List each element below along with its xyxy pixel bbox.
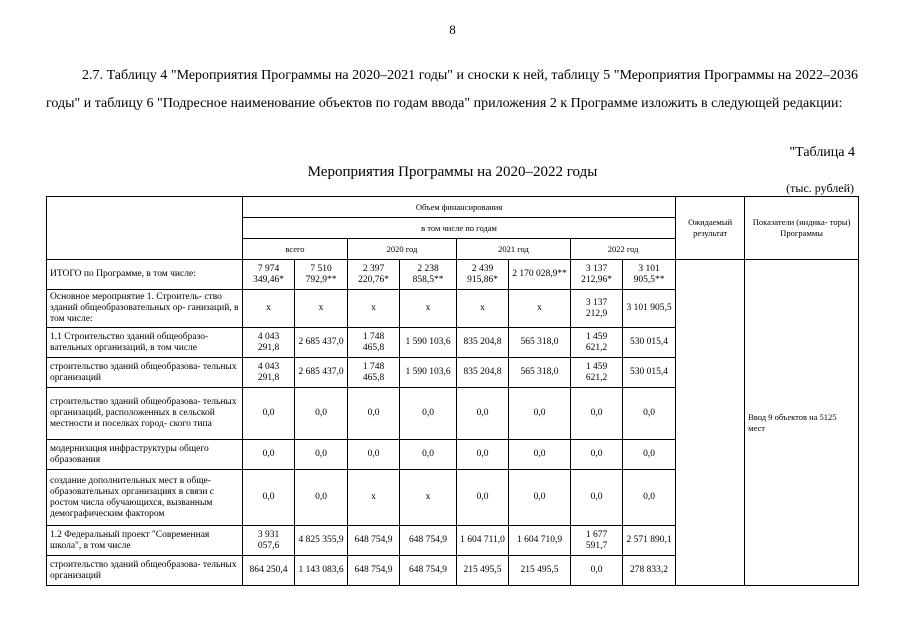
cell-value: 835 204,8 — [457, 358, 509, 388]
cell-value: 0,0 — [295, 388, 348, 440]
cell-value: 4 043 291,8 — [243, 328, 295, 358]
cell-value: х — [400, 290, 457, 328]
row-label: Основное мероприятие 1. Строитель- ство зданий общеобразовательных ор- ганизаций, в том числе: — [47, 290, 243, 328]
table-row — [47, 260, 859, 290]
cell-value: 2 685 437,0 — [295, 328, 348, 358]
header-blank-cell — [47, 197, 243, 260]
expected-result-cell — [676, 260, 745, 586]
cell-value: 0,0 — [457, 388, 509, 440]
cell-value: 1 677 591,7 — [571, 526, 623, 556]
cell-value: 7 974 349,46* — [243, 260, 295, 290]
cell-value: 0,0 — [509, 440, 571, 470]
header-total: всего — [243, 239, 348, 260]
cell-value: 3 101 905,5** — [623, 260, 676, 290]
header-indicators: Показатели (индика- торы) Программы — [745, 197, 859, 260]
cell-value: х — [243, 290, 295, 328]
cell-value: х — [348, 290, 400, 328]
cell-value: х — [400, 470, 457, 526]
header-financing: Объем финансирования — [243, 197, 676, 218]
cell-value: 0,0 — [400, 440, 457, 470]
cell-value: 530 015,4 — [623, 328, 676, 358]
cell-value: 3 101 905,5 — [623, 290, 676, 328]
cell-value: 3 137 212,96* — [571, 260, 623, 290]
row-label: ИТОГО по Программе, в том числе: — [47, 260, 243, 290]
cell-value: 648 754,9 — [348, 526, 400, 556]
indicator-cell: Ввод 9 объектов на 5125 мест — [745, 260, 859, 586]
header-including-years: в том числе по годам — [243, 218, 676, 239]
cell-value: 835 204,8 — [457, 328, 509, 358]
cell-value: 2 685 437,0 — [295, 358, 348, 388]
cell-value: 530 015,4 — [623, 358, 676, 388]
intro-text: 2.7. Таблицу 4 "Мероприятия Программы на 2020–2021 годы" и сноски к ней, таблицу 5 "Мероприятия Программы на 2022–2036 годы" и таблицу 6 "Подресное наименование объектов по годам ввода" приложения 2 к Программе изложить в следующей редакции: — [46, 68, 858, 111]
cell-value: х — [457, 290, 509, 328]
unit-label: (тыс. рублей) — [786, 181, 854, 195]
table-title: Мероприятия Программы на 2020–2022 годы — [307, 164, 598, 180]
cell-value: 1 604 711,0 — [457, 526, 509, 556]
header-year-2020: 2020 год — [348, 239, 457, 260]
cell-value: 0,0 — [571, 440, 623, 470]
header-year-2022: 2022 год — [571, 239, 676, 260]
cell-value: 2 170 028,9** — [509, 260, 571, 290]
table-label: "Таблица 4 — [789, 145, 855, 160]
row-label: 1.1 Строительство зданий общеобразо- вательных организаций, в том числе — [47, 328, 243, 358]
cell-value: 0,0 — [571, 556, 623, 586]
cell-value: 1 590 103,6 — [400, 358, 457, 388]
cell-value: 648 754,9 — [400, 526, 457, 556]
header-expected-result: Ожидаемый результат — [676, 197, 745, 260]
cell-value: 1 143 083,6 — [295, 556, 348, 586]
cell-value: 278 833,2 — [623, 556, 676, 586]
cell-value: 1 459 621,2 — [571, 358, 623, 388]
row-label: строительство зданий общеобразова- тельных организаций — [47, 358, 243, 388]
cell-value: 864 250,4 — [243, 556, 295, 586]
cell-value: 1 590 103,6 — [400, 328, 457, 358]
cell-value: 3 137 212,9 — [571, 290, 623, 328]
row-label: 1.2 Федеральный проект "Современная школа", в том числе — [47, 526, 243, 556]
cell-value: 0,0 — [295, 470, 348, 526]
cell-value: 1 748 465,8 — [348, 358, 400, 388]
cell-value: 0,0 — [571, 388, 623, 440]
cell-value: х — [509, 290, 571, 328]
cell-value: 648 754,9 — [348, 556, 400, 586]
row-label: создание дополнительных мест в обще- образовательных организациях в связи с ростом числа обучающихся, вызванным демографическим фактором — [47, 470, 243, 526]
cell-value: 0,0 — [457, 440, 509, 470]
cell-value: 2 238 858,5** — [400, 260, 457, 290]
cell-value: 7 510 792,9** — [295, 260, 348, 290]
cell-value: 1 748 465,8 — [348, 328, 400, 358]
cell-value: х — [295, 290, 348, 328]
cell-value: 215 495,5 — [457, 556, 509, 586]
cell-value: 4 043 291,8 — [243, 358, 295, 388]
cell-value: 0,0 — [243, 470, 295, 526]
cell-value: 0,0 — [623, 440, 676, 470]
table-body — [47, 260, 859, 586]
cell-value: 0,0 — [348, 388, 400, 440]
cell-value: 0,0 — [400, 388, 457, 440]
cell-value: 0,0 — [348, 440, 400, 470]
cell-value: 648 754,9 — [400, 556, 457, 586]
cell-value: 0,0 — [243, 388, 295, 440]
row-label: строительство зданий общеобразова- тельных организаций — [47, 556, 243, 586]
cell-value: 0,0 — [295, 440, 348, 470]
cell-value: 2 397 220,76* — [348, 260, 400, 290]
program-measures-table — [46, 196, 859, 586]
cell-value: 0,0 — [509, 470, 571, 526]
cell-value: 0,0 — [457, 470, 509, 526]
cell-value: 215 495,5 — [509, 556, 571, 586]
intro-paragraph — [46, 62, 858, 118]
row-label: модернизация инфраструктуры общего образования — [47, 440, 243, 470]
cell-value: 1 459 621,2 — [571, 328, 623, 358]
row-label: строительство зданий общеобразова- тельных организаций, расположенных в сельской местности и поселках город- ского типа — [47, 388, 243, 440]
cell-value: 0,0 — [623, 388, 676, 440]
cell-value: 2 439 915,86* — [457, 260, 509, 290]
cell-value: 0,0 — [243, 440, 295, 470]
cell-value: 565 318,0 — [509, 358, 571, 388]
header-year-2021: 2021 год — [457, 239, 571, 260]
cell-value: 0,0 — [623, 470, 676, 526]
cell-value: 0,0 — [509, 388, 571, 440]
page-number: 8 — [449, 22, 456, 37]
cell-value: 4 825 355,9 — [295, 526, 348, 556]
cell-value: 3 931 057,6 — [243, 526, 295, 556]
cell-value: х — [348, 470, 400, 526]
cell-value: 1 604 710,9 — [509, 526, 571, 556]
cell-value: 0,0 — [571, 470, 623, 526]
cell-value: 2 571 890,1 — [623, 526, 676, 556]
cell-value: 565 318,0 — [509, 328, 571, 358]
